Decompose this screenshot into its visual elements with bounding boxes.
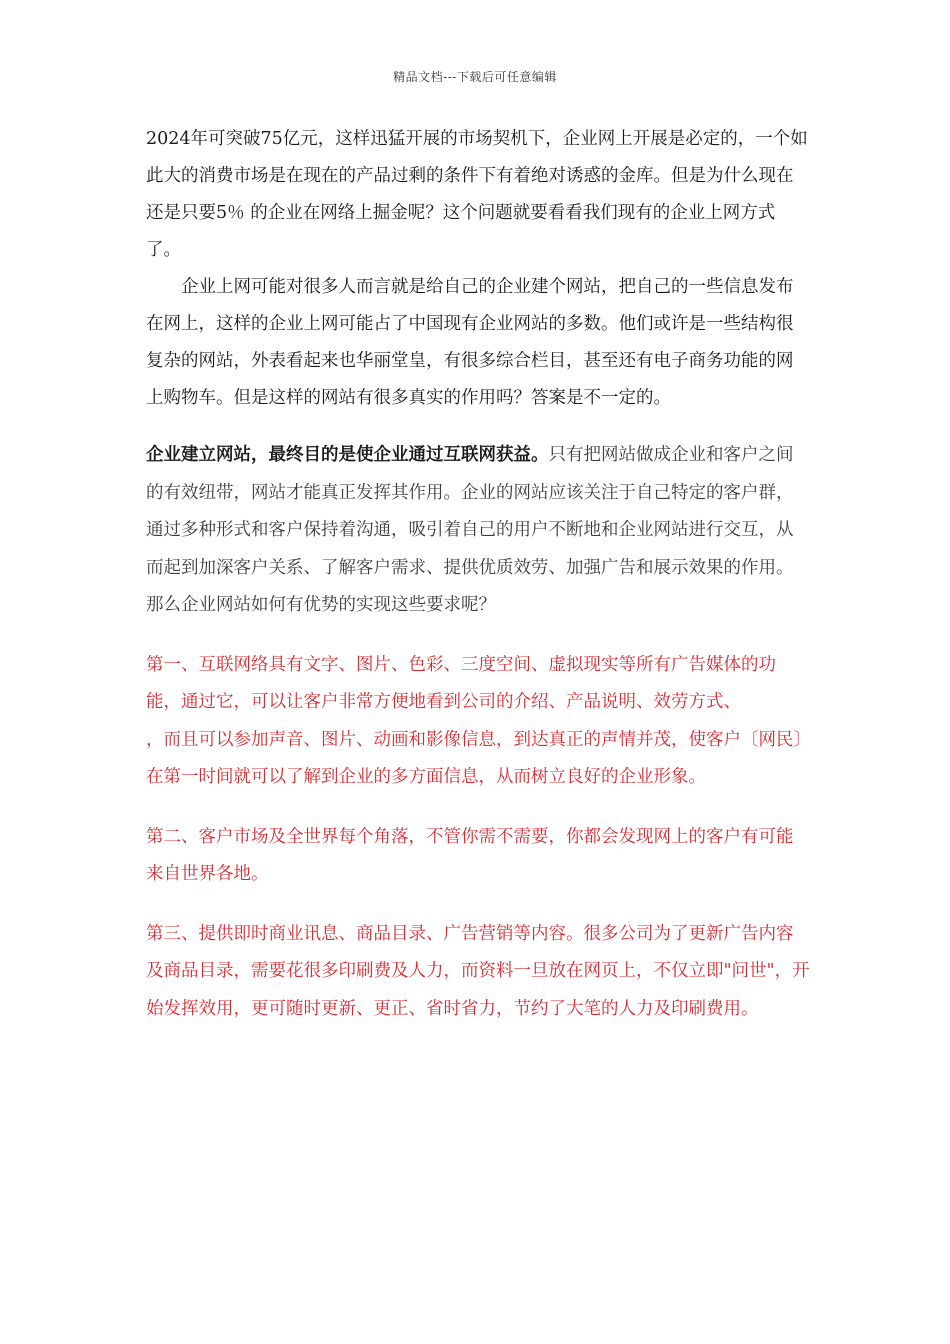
paragraph-point-one bbox=[146, 647, 810, 797]
paragraph-market-outlook: 2024年可突破75亿元，这样迅猛开展的市场契机下，企业网上开展是必定的，一个如此大的消费市场是在现在的产品过剩的条件下有着绝对诱惑的金库。但是为什么现在还是只要5％ 的企业在网络上掘金呢？这个问题就要看看我们现有的企业上网方式了。 bbox=[146, 129, 808, 260]
page-header: 精品文档---下载后可任意编辑 bbox=[393, 70, 557, 84]
paragraph-point-one-part-b: ，而且可以参加声音、图片、动画和影像信息，到达真正的声情并茂，使客户〔网民〕在第一时间就可以了解到企业的多方面信息，从而树立良好的企业形象。 bbox=[146, 729, 803, 787]
paragraph-website-purpose-lead: 企业建立网站，最终目的是使企业通过互联网获益。 bbox=[146, 445, 549, 465]
paragraph-website-purpose-body: 只有把网站做成企业和客户之间的有效纽带，网站才能真正发挥其作用。企业的网站应该关注于自己特定的客户群，通过多种形式和客户保持着沟通，吸引着自己的用户不断地和企业网站进行交互，从而起到加深客户关系、了解客户需求、提供优质效劳、加强广告和展示效果的作用。那么企业网站如何有优势的实现这些要求呢？ bbox=[146, 445, 794, 615]
paragraph-website-purpose bbox=[146, 437, 810, 625]
paragraph-point-one-part-a: 第一、互联网络具有文字、图片、色彩、三度空间、虚拟现实等所有广告媒体的功能，通过它，可以让客户非常方便地看到公司的介绍、产品说明、效劳方式、 bbox=[146, 654, 776, 712]
paragraph-point-two: 第二、客户市场及全世界每个角落，不管你需不需要，你都会发现网上的客户有可能来自世界各地。 bbox=[146, 826, 794, 884]
paragraph-enterprise-websites: 企业上网可能对很多人而言就是给自己的企业建个网站，把自己的一些信息发布在网上，这样的企业上网可能占了中国现有企业网站的多数。他们或许是一些结构很复杂的网站，外表看起来也华丽堂皇，有很多综合栏目，甚至还有电子商务功能的网上购物车。但是这样的网站有很多真实的作用吗？答案是不一定的。 bbox=[146, 277, 794, 408]
document-body bbox=[146, 121, 810, 1028]
paragraph-point-three: 第三、提供即时商业讯息、商品目录、广告营销等内容。很多公司为了更新广告内容及商品目录，需要花很多印刷费及人力，而资料一旦放在网页上，不仅立即"问世"，开始发挥效用，更可随时更新、更正、省时省力，节约了大笔的人力及印刷费用。 bbox=[146, 923, 810, 1019]
